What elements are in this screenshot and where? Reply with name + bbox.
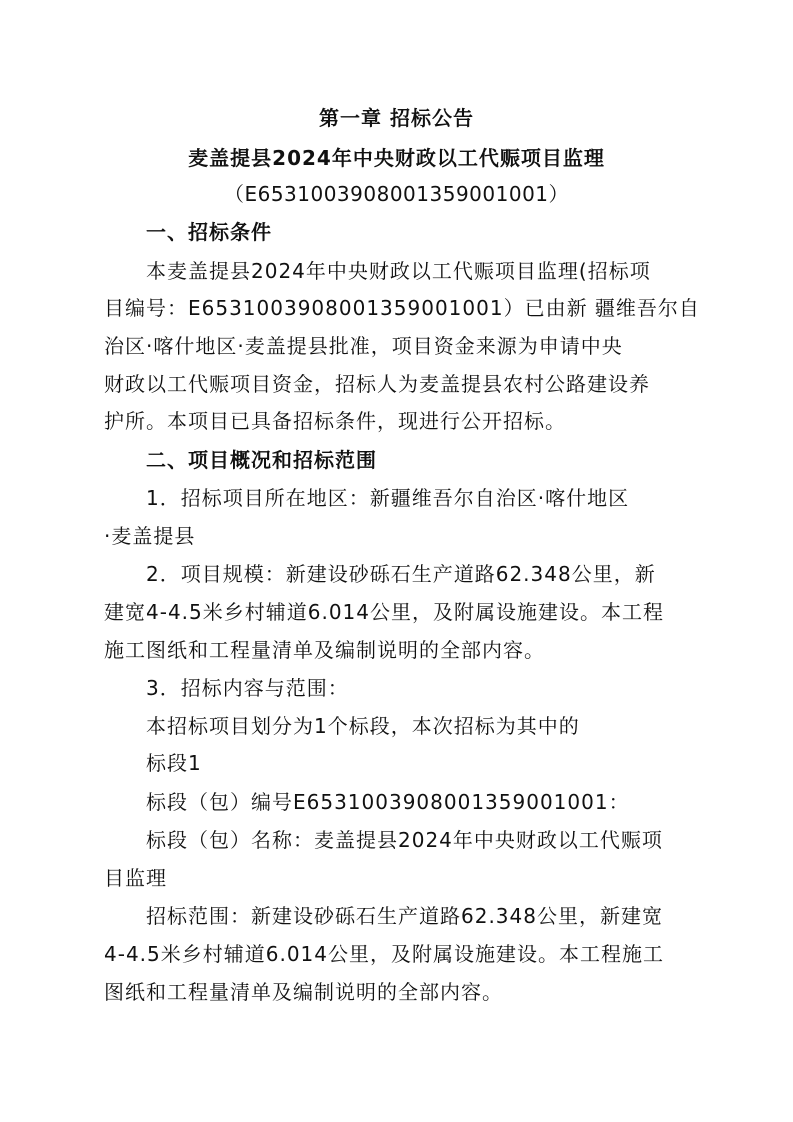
paragraph-line: 标段（包）名称：麦盖提县2024年中央财政以工代赈项 — [146, 828, 663, 852]
paragraph-line: 标段（包）编号E6531003908001359001001： — [146, 790, 630, 814]
project-title: 麦盖提县2024年中央财政以工代赈项目监理 — [188, 146, 605, 170]
paragraph-line: 2．项目规模：新建设砂砾石生产道路62.348公里，新 — [146, 562, 656, 586]
paragraph-line: 目监理 — [104, 866, 167, 890]
section-heading-conditions: 一、招标条件 — [146, 220, 272, 244]
paragraph-line: 本麦盖提县2024年中央财政以工代赈项目监理(招标项 — [146, 259, 651, 283]
paragraph-line: 护所。本项目已具备招标条件，现进行公开招标。 — [104, 409, 566, 433]
project-code: （E6531003908001359001001） — [223, 182, 570, 206]
paragraph-line: 财政以工代赈项目资金，招标人为麦盖提县农村公路建设养 — [104, 372, 650, 396]
chapter-title: 第一章 招标公告 — [319, 106, 474, 130]
paragraph-line: 治区·喀什地区·麦盖提县批准，项目资金来源为申请中央 — [104, 334, 623, 358]
paragraph-line: 建宽4-4.5米乡村辅道6.014公里，及附属设施建设。本工程 — [104, 600, 665, 624]
paragraph-line: ·麦盖提县 — [104, 524, 196, 548]
paragraph-line: 标段1 — [146, 751, 202, 775]
paragraph-line: 图纸和工程量清单及编制说明的全部内容。 — [104, 980, 503, 1004]
paragraph-line: 4-4.5米乡村辅道6.014公里，及附属设施建设。本工程施工 — [104, 942, 665, 966]
paragraph-line: 目编号：E6531003908001359001001）已由新 疆维吾尔自 — [104, 296, 700, 320]
section-heading-overview: 二、项目概况和招标范围 — [146, 448, 377, 472]
paragraph-line: 本招标项目划分为1个标段，本次招标为其中的 — [146, 714, 580, 738]
paragraph-line: 1．招标项目所在地区：新疆维吾尔自治区·喀什地区 — [146, 486, 630, 510]
paragraph-line: 招标范围：新建设砂砾石生产道路62.348公里，新建宽 — [146, 904, 663, 928]
item3-heading: 3．招标内容与范围： — [146, 676, 349, 700]
paragraph-line: 施工图纸和工程量清单及编制说明的全部内容。 — [104, 638, 545, 662]
